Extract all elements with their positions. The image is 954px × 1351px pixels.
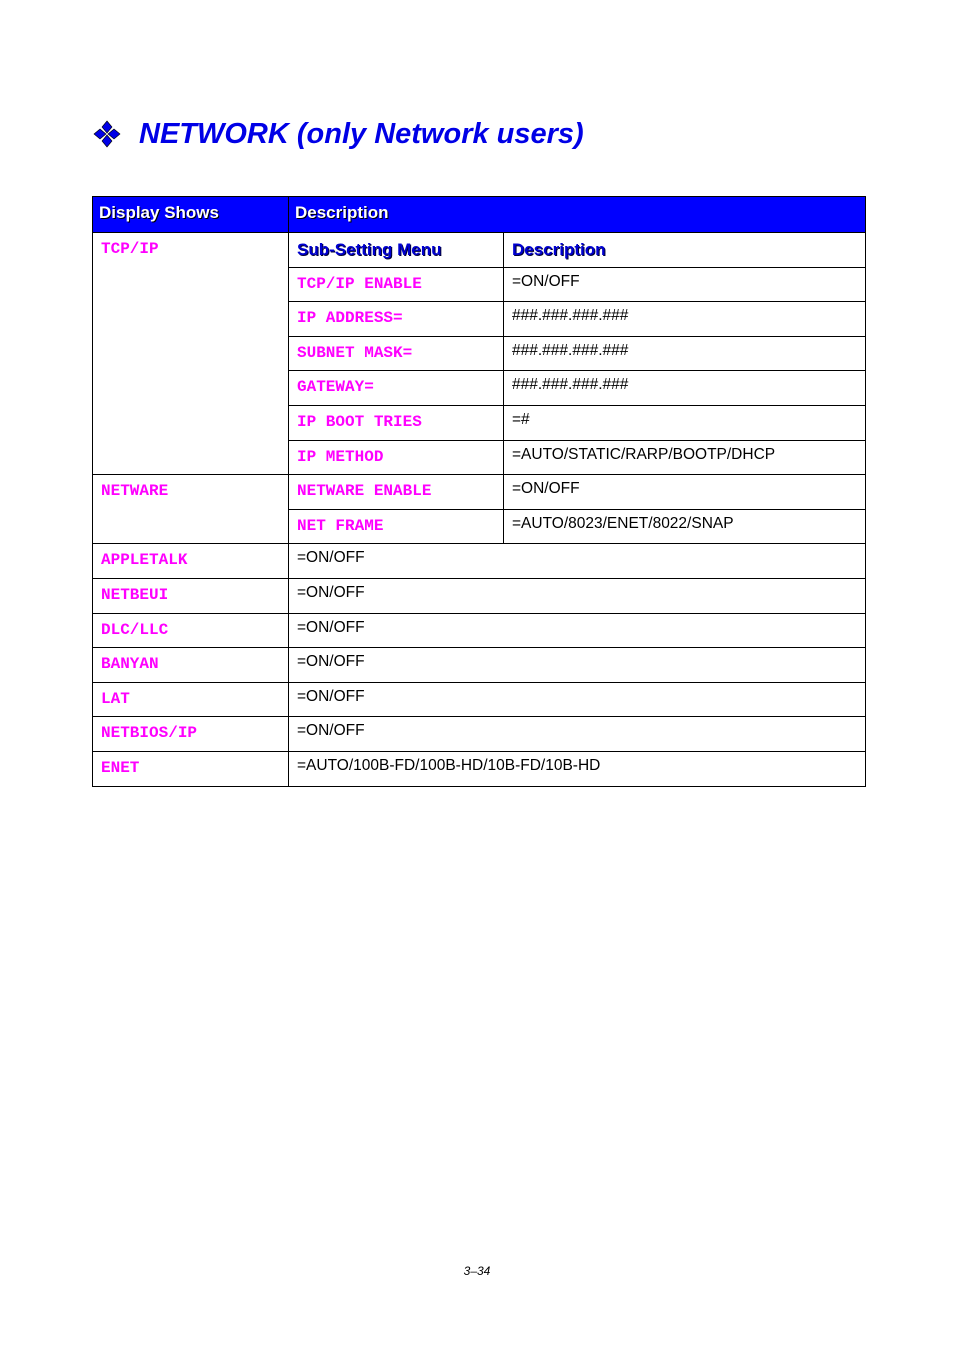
description-value: =ON/OFF (297, 618, 365, 636)
setting-value: ###.###.###.### (512, 341, 629, 359)
display-label: NETBEUI (101, 585, 169, 604)
display-label: ENET (101, 758, 140, 777)
table-row (93, 648, 866, 683)
header-description: Description (289, 197, 866, 233)
table-row (93, 682, 866, 717)
setting-label: IP ADDRESS= (297, 309, 403, 328)
table-row (93, 613, 866, 648)
setting-value: =AUTO/8023/ENET/8022/SNAP (512, 514, 734, 532)
table-row (93, 233, 866, 268)
subheader-sub-setting-menu: Sub-Setting Menu (297, 240, 442, 259)
description-value: =ON/OFF (297, 549, 365, 567)
display-label: APPLETALK (101, 551, 188, 570)
section-heading (93, 112, 584, 156)
setting-value: ###.###.###.### (512, 376, 629, 394)
subheader-description: Description (512, 240, 606, 259)
display-netware: NETWARE (101, 482, 169, 501)
table-row (93, 544, 866, 579)
setting-value: ###.###.###.### (512, 307, 629, 325)
description-value: =AUTO/100B-FD/100B-HD/10B-FD/10B-HD (297, 756, 601, 774)
display-label: LAT (101, 689, 130, 708)
page-number: 3–34 (463, 1264, 491, 1278)
network-settings-table (92, 196, 866, 787)
setting-label: GATEWAY= (297, 378, 374, 397)
table-header-row (93, 197, 866, 233)
subheader-cell (504, 233, 866, 268)
description-value: =ON/OFF (297, 687, 365, 705)
display-cell (93, 233, 289, 475)
display-label: BANYAN (101, 655, 159, 674)
display-tcpip: TCP/IP (101, 240, 159, 258)
setting-value: =AUTO/STATIC/RARP/BOOTP/DHCP (512, 445, 776, 463)
setting-label: IP BOOT TRIES (297, 412, 422, 431)
setting-value: =ON/OFF (512, 272, 580, 290)
display-cell (93, 475, 289, 544)
description-value: =ON/OFF (297, 583, 365, 601)
page-title: NETWORK (only Network users) (139, 117, 584, 150)
table-row (93, 475, 866, 510)
setting-label: NET FRAME (297, 516, 384, 535)
setting-label: NETWARE ENABLE (297, 482, 432, 501)
setting-value: =ON/OFF (512, 480, 580, 498)
subheader-cell (289, 233, 504, 268)
table-row (93, 578, 866, 613)
table-row (93, 717, 866, 752)
display-label: DLC/LLC (101, 620, 169, 639)
table-row (93, 751, 866, 786)
description-value: =ON/OFF (297, 653, 365, 671)
header-display-shows: Display Shows (93, 197, 289, 233)
four-diamond-bullet-icon (93, 120, 121, 148)
display-label: NETBIOS/IP (101, 724, 198, 743)
setting-value: =# (512, 410, 530, 428)
setting-label: IP METHOD (297, 447, 384, 466)
setting-label: SUBNET MASK= (297, 343, 413, 362)
description-value: =ON/OFF (297, 722, 365, 740)
setting-label: TCP/IP ENABLE (297, 274, 422, 293)
